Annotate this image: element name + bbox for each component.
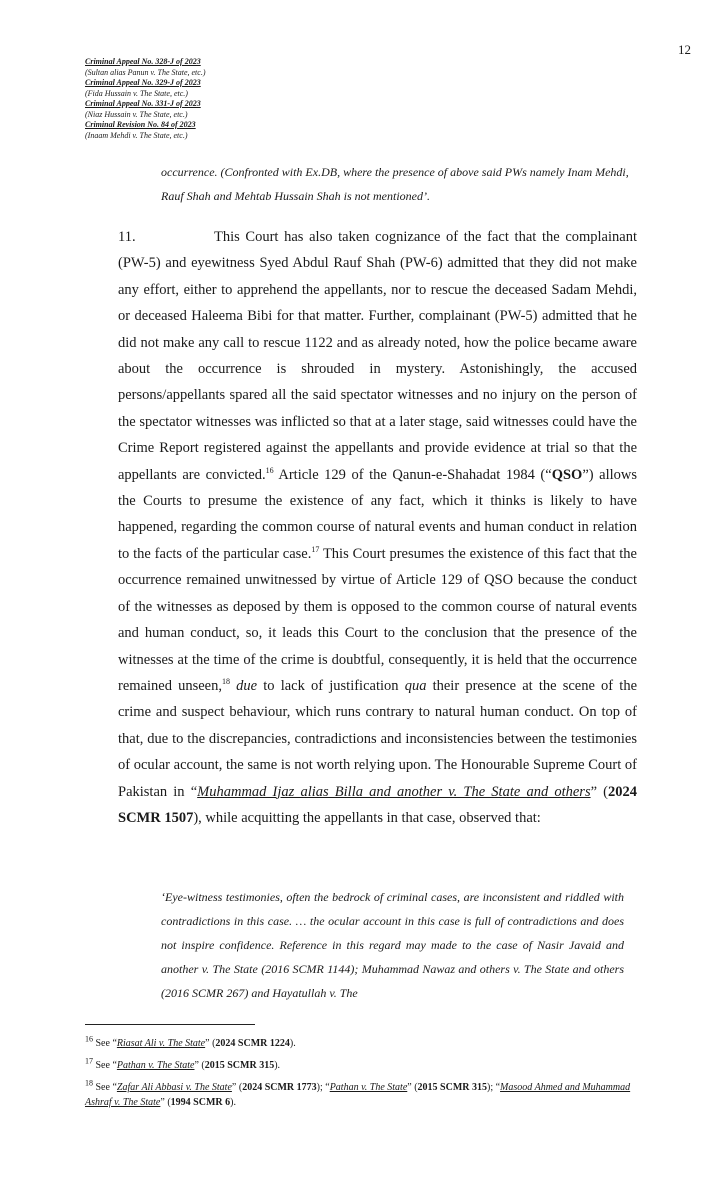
case-parties: (Niaz Hussain v. The State, etc.) xyxy=(85,109,188,119)
paragraph-text: their presence at the scene of the crime and suspect behaviour, which runs contrary to natural human conduct. On top of that, due to the discrepancies, contradictions and inconsistencies between the testimonies of ocular account, the same is not worth relying upon. The Honourable Supreme Court of Pakistan in “ xyxy=(118,677,638,800)
case-title: Criminal Appeal No. 328-J of 2023 xyxy=(85,57,201,66)
footnote-number: 17 xyxy=(85,1056,93,1066)
footnote-case: Zafar Ali Abbasi v. The State xyxy=(116,1082,232,1093)
case-parties: (Sultan alias Panun v. The State, etc.) xyxy=(85,67,206,77)
case-parties: (Fida Hussain v. The State, etc.) xyxy=(85,88,188,98)
footnote-see: See “ xyxy=(93,1082,117,1093)
footnote-case: Riasat Ali v. The State xyxy=(116,1038,206,1049)
footnote-16: $^{16}$ See “Riasat Ali v. The State” (2024 SCMR 1224). xyxy=(85,1034,296,1049)
paragraph-text: to lack of justification xyxy=(257,677,405,694)
footnote-citation: 2015 SCMR 315 xyxy=(417,1082,487,1093)
case-header xyxy=(85,57,206,141)
footnote-citation: 2015 SCMR 315 xyxy=(204,1060,275,1071)
footnote-end: ). xyxy=(230,1097,236,1108)
footnote-number: 18 xyxy=(85,1078,93,1088)
footnote-case: Pathan v. The State xyxy=(329,1082,408,1093)
case-title: Criminal Revision No. 84 of 2023 xyxy=(85,120,196,129)
paragraph-text: ), while acquitting the appellants in that case, observed that: xyxy=(193,809,541,826)
footnote-see: See “ xyxy=(93,1060,117,1071)
footnote-divider xyxy=(85,1024,255,1025)
paragraph-text: ” ( xyxy=(590,783,609,800)
case-parties: (Inaam Mehdi v. The State, etc.) xyxy=(85,130,188,140)
paragraph-number: 11. xyxy=(118,229,136,245)
cited-case-name: Muhammad Ijaz alias Billa and another v. The State and others xyxy=(197,783,591,800)
footnotes xyxy=(85,1036,638,1117)
footnote-end: ). xyxy=(289,1038,296,1049)
citation: 2024 SCMR 1507 xyxy=(118,783,638,826)
paragraph-text: ”) allows the Courts to presume the existence of any fact, which it thinks is likely to have happened, regarding the common course of natural events and human conduct in relation to the facts of the particular case. xyxy=(118,466,638,562)
italic-term-qua: qua xyxy=(404,677,427,694)
italic-term-due: due xyxy=(236,677,258,694)
case-title: Criminal Appeal No. 331-J of 2023 xyxy=(85,99,201,108)
qso-abbreviation: QSO xyxy=(551,466,583,483)
paragraph-text: Article 129 of the Qanun-e-Shahadat 1984 (“ xyxy=(273,466,552,483)
case-title: Criminal Appeal No. 329-J of 2023 xyxy=(85,78,201,87)
page-number: 12 xyxy=(678,42,691,57)
block-quote-bottom: ‘Eye-witness testimonies, often the bedrock of criminal cases, are inconsistent and riddled with contradictions in this case. … the ocular account in this case is full of contradictions and does not inspire confidence. Reference in this regard may made to the case of Nasir Javaid and another v. The State (2016 SCMR 1144); Muhammad Nawaz and others v. The State and others (2016 SCMR 267) and Hayatullah v. The xyxy=(161,890,624,1000)
paragraph-11 xyxy=(118,224,637,831)
footnote-end: ). xyxy=(274,1060,281,1071)
paragraph-text: This Court has also taken cognizance of the fact that the complainant (PW-5) and eyewitness Syed Abdul Rauf Shah (PW-6) admitted that they did not make any effort, either to apprehend the appellants, nor to rescue the deceased Sadam Mehdi, or deceased Haleema Bibi for that matter. Further, complainant (PW-5) admitted that he did not make any call to rescue 1122 and as already noted, how the police became aware about the occurrence is shrouded in mystery. Astonishingly, the accused persons/appellants spared all the said spectator witnesses and no injury on the person of the spectator witnesses was inflicted so that at a later stage, said witnesses could have the Crime Report registered against the appellants and provide evidence at trial so that the appellants are convicted. xyxy=(118,229,637,483)
paragraph-text: This Court presumes the existence of this fact that the occurrence remained unwitnessed by virtue of Article 129 of QSO because the conduct of the witnesses as deposed by them is opposed to the common course of natural events and human conduct, so, it leads this Court to the conclusion that the presence of the witnesses at the time of the crime is doubtful, consequently, it is held that the occurrence remained unseen, xyxy=(118,545,637,694)
footnote-case: Pathan v. The State xyxy=(116,1060,195,1071)
footnote-citation: 1994 SCMR 6 xyxy=(170,1097,231,1108)
footnote-ref-17: 17 xyxy=(311,545,320,555)
footnote-citation: 2024 SCMR 1773 xyxy=(242,1082,317,1093)
footnote-ref-18: 18 xyxy=(222,677,230,687)
block-quote-top: occurrence. (Confronted with Ex.DB, where the presence of above said PWs namely Inam Mehdi, Rauf Shah and Mehtab Hussain Shah is not mentioned’. xyxy=(161,165,629,203)
footnote-number: 16 xyxy=(85,1034,93,1044)
footnote-citation: 2024 SCMR 1224 xyxy=(215,1038,290,1049)
footnote-18: $^{18}$ See “Zafar Ali Abbasi v. The State” (2024 SCMR 1773); “Pathan v. The State” (2015 SCMR 315); “Masood Ahmed and Muhammad Ashraf v. The State” (1994 SCMR 6). xyxy=(85,1078,631,1108)
footnote-ref-16: 16 xyxy=(265,465,274,475)
footnote-case: Masood Ahmed and Muhammad Ashraf v. The State xyxy=(85,1082,631,1108)
footnote-see: See “ xyxy=(93,1038,117,1049)
footnote-17: $^{17}$ See “Pathan v. The State” (2015 SCMR 315). xyxy=(85,1056,281,1071)
